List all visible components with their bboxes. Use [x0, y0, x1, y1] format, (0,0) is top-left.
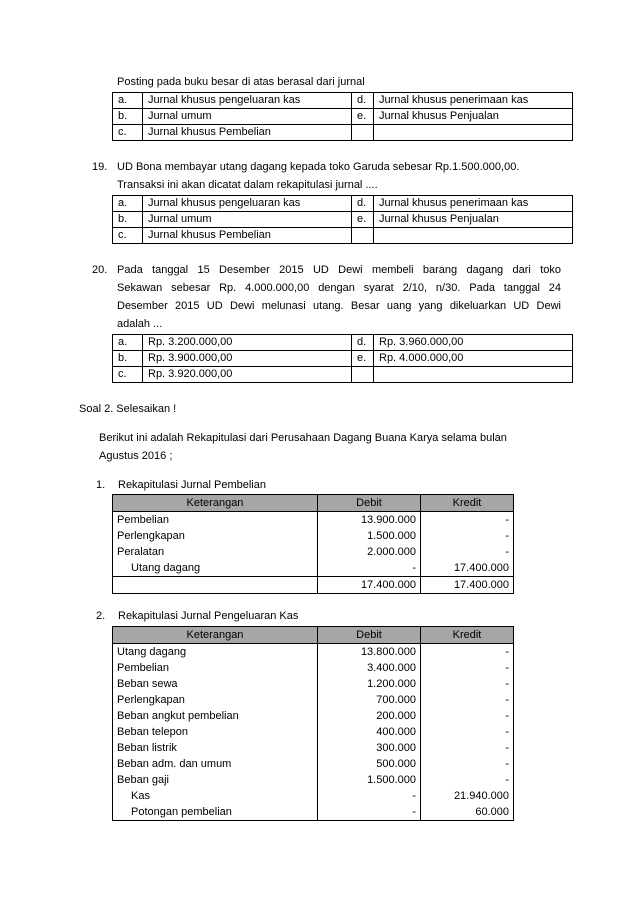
- cell-keterangan: Beban sewa: [113, 676, 318, 692]
- table-total-row: [113, 577, 514, 594]
- table-header-row: [113, 495, 514, 512]
- option-row: [113, 93, 573, 109]
- cell-debit: -: [318, 804, 421, 821]
- option-letter: e.: [352, 109, 374, 125]
- cell-kredit: -: [421, 512, 514, 529]
- table-row: [113, 660, 514, 676]
- cell-kredit: -: [421, 756, 514, 772]
- cell-keterangan: Pembelian: [113, 512, 318, 529]
- option-text: Jurnal khusus penerimaan kas: [374, 93, 573, 109]
- cell-keterangan: [113, 577, 318, 594]
- cell-keterangan: Utang dagang: [113, 560, 318, 577]
- option-text: Jurnal khusus pengeluaran kas: [143, 93, 352, 109]
- option-text: [374, 125, 573, 141]
- cell-debit: 1.500.000: [318, 528, 421, 544]
- header-debit: Debit: [318, 627, 421, 644]
- table-row: [113, 544, 514, 560]
- option-text: Jurnal umum: [143, 109, 352, 125]
- soal2-heading: Soal 2. Selesaikan !: [79, 403, 177, 415]
- question-19-line1: UD Bona membayar utang dagang kepada toko Garuda sebesar Rp.1.500.000,00.: [117, 161, 520, 173]
- question-19-line2: Transaksi ini akan dicatat dalam rekapitulasi jurnal ....: [117, 179, 378, 191]
- table-row: [113, 708, 514, 724]
- cell-debit: 3.400.000: [318, 660, 421, 676]
- cell-keterangan: Pembelian: [113, 660, 318, 676]
- question-20-line2: Sekawan sebesar Rp. 4.000.000,00 dengan syarat 2/10, n/30. Pada tanggal 24: [117, 282, 561, 294]
- cell-kredit: 17.400.000: [421, 560, 514, 577]
- cell-keterangan: Beban angkut pembelian: [113, 708, 318, 724]
- option-letter: a.: [113, 93, 143, 109]
- cell-kredit: 60.000: [421, 804, 514, 821]
- table-row: [113, 740, 514, 756]
- cell-debit: 13.900.000: [318, 512, 421, 529]
- rekap2-number: 2.: [96, 610, 106, 622]
- option-row: [113, 367, 573, 383]
- cell-keterangan: Utang dagang: [113, 644, 318, 661]
- options-table-20: [112, 334, 573, 383]
- question-number-20: 20.: [92, 264, 108, 276]
- header-keterangan: Keterangan: [113, 495, 318, 512]
- cell-kredit: -: [421, 660, 514, 676]
- option-text: [374, 367, 573, 383]
- option-letter: [352, 228, 374, 244]
- cell-kredit: -: [421, 544, 514, 560]
- cell-debit: 300.000: [318, 740, 421, 756]
- cell-debit: 400.000: [318, 724, 421, 740]
- table-row: [113, 676, 514, 692]
- option-text: Jurnal khusus Penjualan: [374, 212, 573, 228]
- option-letter: a.: [113, 335, 143, 351]
- option-text: Jurnal khusus Penjualan: [374, 109, 573, 125]
- option-text: Jurnal khusus Pembelian: [143, 228, 352, 244]
- table-row: [113, 788, 514, 804]
- total-debit: 17.400.000: [318, 577, 421, 594]
- option-row: [113, 212, 573, 228]
- option-row: [113, 109, 573, 125]
- cell-debit: 1.500.000: [318, 772, 421, 788]
- option-row: [113, 125, 573, 141]
- option-letter: b.: [113, 109, 143, 125]
- table-row: [113, 772, 514, 788]
- option-letter: b.: [113, 351, 143, 367]
- options-table-19: [112, 195, 573, 244]
- option-row: [113, 351, 573, 367]
- option-text: [374, 228, 573, 244]
- option-letter: c.: [113, 367, 143, 383]
- table-row: [113, 560, 514, 577]
- header-debit: Debit: [318, 495, 421, 512]
- header-kredit: Kredit: [421, 495, 514, 512]
- rekap1-number: 1.: [96, 479, 106, 491]
- option-letter: c.: [113, 125, 143, 141]
- option-row: [113, 196, 573, 212]
- total-kredit: 17.400.000: [421, 577, 514, 594]
- options-table-18: [112, 92, 573, 141]
- option-letter: e.: [352, 212, 374, 228]
- table-row: [113, 512, 514, 529]
- question-number-19: 19.: [92, 161, 108, 173]
- cell-kredit: -: [421, 740, 514, 756]
- cell-kredit: -: [421, 708, 514, 724]
- cell-debit: 700.000: [318, 692, 421, 708]
- option-row: [113, 228, 573, 244]
- table-header-row: [113, 627, 514, 644]
- cell-keterangan: Perlengkapan: [113, 692, 318, 708]
- header-keterangan: Keterangan: [113, 627, 318, 644]
- rekap2-table: [112, 626, 514, 821]
- question-20-line1: Pada tanggal 15 Desember 2015 UD Dewi membeli barang dagang dari toko: [117, 264, 561, 276]
- cell-kredit: -: [421, 772, 514, 788]
- option-letter: d.: [352, 93, 374, 109]
- option-letter: c.: [113, 228, 143, 244]
- cell-keterangan: Potongan pembelian: [113, 804, 318, 821]
- cell-keterangan: Kas: [113, 788, 318, 804]
- cell-keterangan: Peralatan: [113, 544, 318, 560]
- cell-debit: -: [318, 560, 421, 577]
- option-letter: [352, 125, 374, 141]
- option-letter: [352, 367, 374, 383]
- table-row: [113, 724, 514, 740]
- question-20-line3: Desember 2015 UD Dewi melunasi utang. Besar uang yang dikeluarkan UD Dewi: [117, 300, 561, 312]
- cell-debit: 13.800.000: [318, 644, 421, 661]
- cell-kredit: -: [421, 692, 514, 708]
- option-text: Jurnal khusus pengeluaran kas: [143, 196, 352, 212]
- option-letter: a.: [113, 196, 143, 212]
- table-row: [113, 756, 514, 772]
- cell-kredit: -: [421, 676, 514, 692]
- cell-kredit: -: [421, 644, 514, 661]
- table-row: [113, 528, 514, 544]
- option-text: Rp. 3.200.000,00: [143, 335, 352, 351]
- rekap1-table: [112, 494, 514, 594]
- option-text: Jurnal khusus Pembelian: [143, 125, 352, 141]
- posting-intro: Posting pada buku besar di atas berasal dari jurnal: [117, 76, 365, 88]
- cell-kredit: -: [421, 724, 514, 740]
- option-letter: d.: [352, 335, 374, 351]
- cell-kredit: 21.940.000: [421, 788, 514, 804]
- cell-keterangan: Perlengkapan: [113, 528, 318, 544]
- cell-debit: 500.000: [318, 756, 421, 772]
- option-text: Rp. 3.900.000,00: [143, 351, 352, 367]
- rekap2-title: Rekapitulasi Jurnal Pengeluaran Kas: [118, 610, 299, 622]
- table-row: [113, 692, 514, 708]
- option-row: [113, 335, 573, 351]
- option-letter: e.: [352, 351, 374, 367]
- table-row: [113, 644, 514, 661]
- cell-debit: 2.000.000: [318, 544, 421, 560]
- cell-debit: 200.000: [318, 708, 421, 724]
- cell-keterangan: Beban gaji: [113, 772, 318, 788]
- table-row: [113, 804, 514, 821]
- option-text: Rp. 4.000.000,00: [374, 351, 573, 367]
- cell-keterangan: Beban adm. dan umum: [113, 756, 318, 772]
- cell-debit: -: [318, 788, 421, 804]
- cell-kredit: -: [421, 528, 514, 544]
- cell-debit: 1.200.000: [318, 676, 421, 692]
- option-text: Rp. 3.960.000,00: [374, 335, 573, 351]
- question-20-line4: adalah ...: [117, 318, 163, 330]
- option-letter: d.: [352, 196, 374, 212]
- option-text: Rp. 3.920.000,00: [143, 367, 352, 383]
- option-letter: b.: [113, 212, 143, 228]
- cell-keterangan: Beban listrik: [113, 740, 318, 756]
- option-text: Jurnal khusus penerimaan kas: [374, 196, 573, 212]
- cell-keterangan: Beban telepon: [113, 724, 318, 740]
- rekap1-title: Rekapitulasi Jurnal Pembelian: [118, 479, 266, 491]
- option-text: Jurnal umum: [143, 212, 352, 228]
- soal2-intro-line1: Berikut ini adalah Rekapitulasi dari Perusahaan Dagang Buana Karya selama bulan: [99, 432, 507, 444]
- soal2-intro-line2: Agustus 2016 ;: [99, 450, 173, 462]
- header-kredit: Kredit: [421, 627, 514, 644]
